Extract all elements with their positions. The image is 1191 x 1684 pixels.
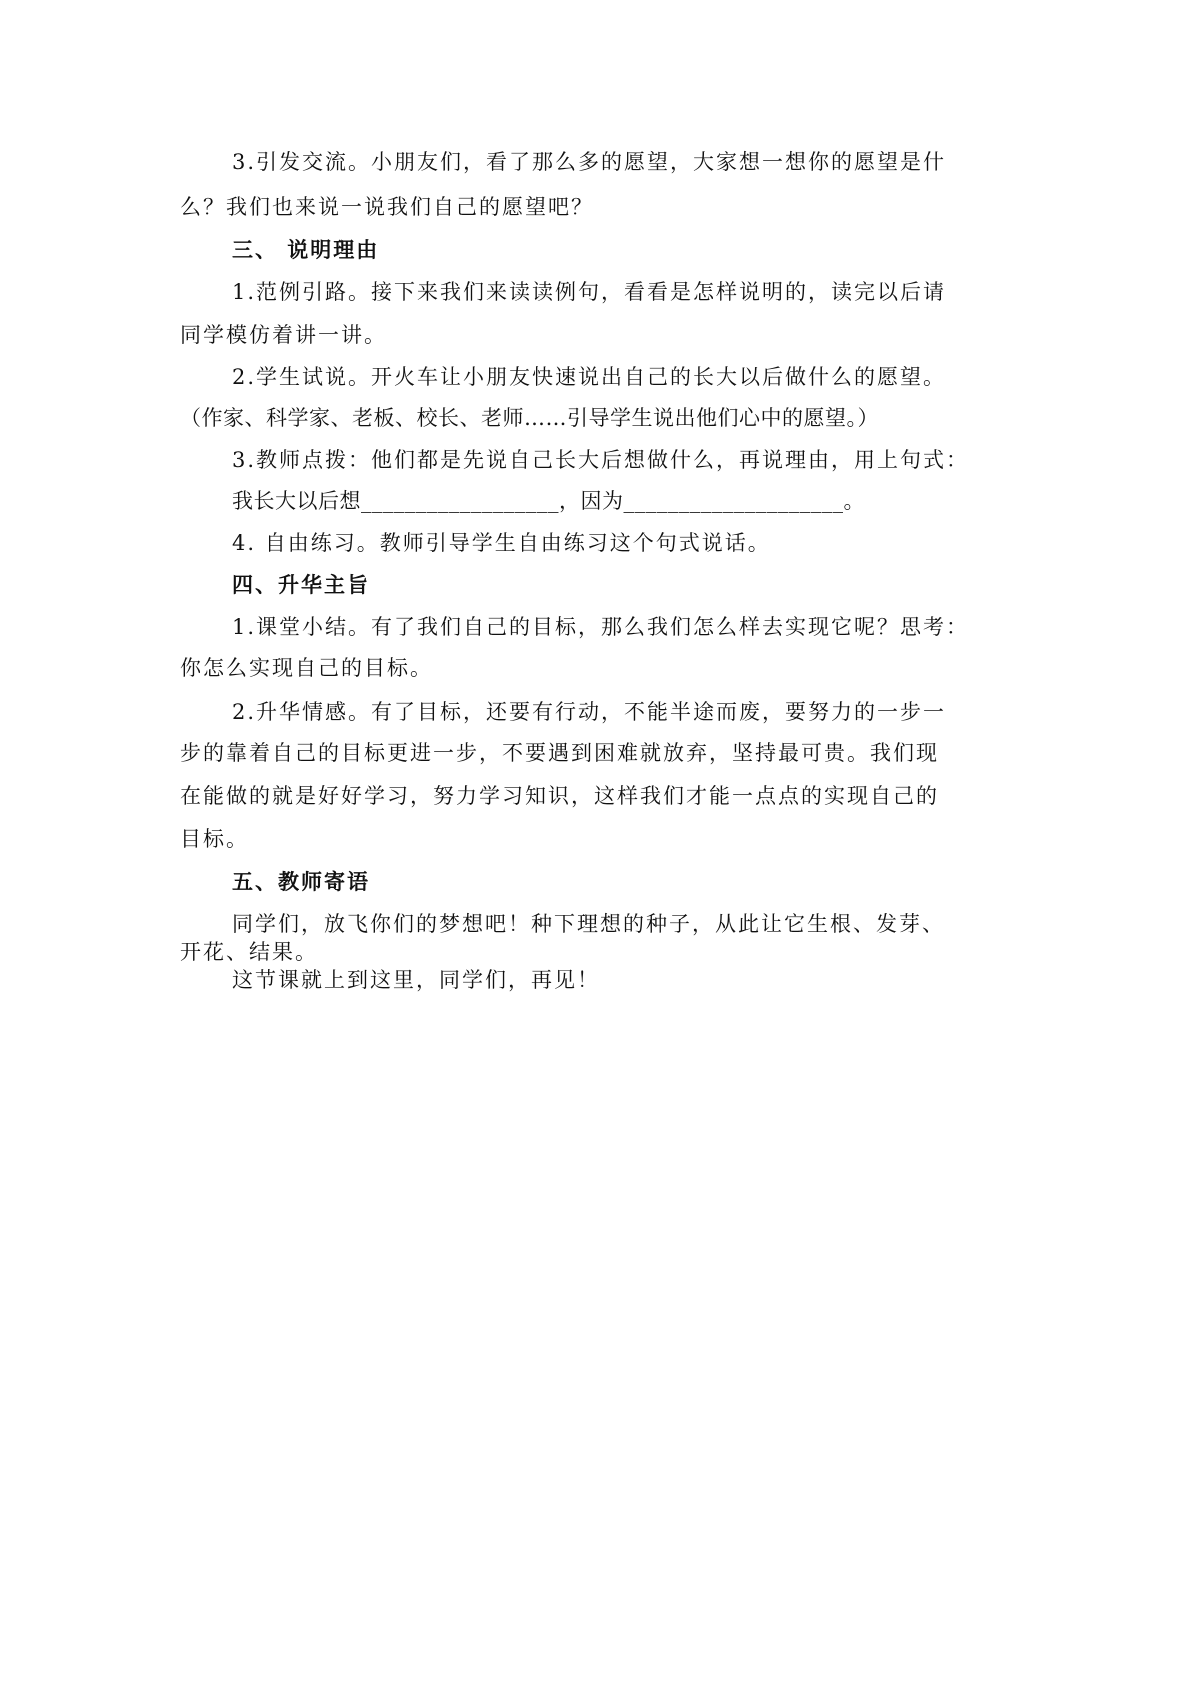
paragraph-line: 步的靠着自己的目标更进一步，不要遇到困难就放弃，坚持最可贵。我们现 bbox=[180, 741, 939, 765]
paragraph-line: 1.课堂小结。有了我们自己的目标，那么我们怎么样去实现它呢？思考： bbox=[232, 615, 970, 639]
paragraph-line: 你怎么实现自己的目标。 bbox=[180, 656, 433, 680]
paragraph-line: 2.学生试说。开火车让小朋友快速说出自己的长大以后做什么的愿望。 bbox=[232, 365, 947, 389]
fill-in-sentence: 我长大以后想__________________，因为____________________。 bbox=[232, 489, 865, 513]
section-heading: 五、教师寄语 bbox=[232, 870, 370, 894]
section-heading: 三、 说明理由 bbox=[232, 238, 380, 262]
paragraph-line: 在能做的就是好好学习，努力学习知识，这样我们才能一点点的实现自己的 bbox=[180, 784, 939, 808]
paragraph-line: 同学模仿着讲一讲。 bbox=[180, 323, 387, 347]
paragraph-line: 4. 自由练习。教师引导学生自由练习这个句式说话。 bbox=[232, 531, 771, 555]
paragraph-line: 2.升华情感。有了目标，还要有行动，不能半途而废，要努力的一步一 bbox=[232, 700, 947, 724]
paragraph-line: 1.范例引路。接下来我们来读读例句，看看是怎样说明的，读完以后请 bbox=[232, 280, 947, 304]
paragraph-line: （作家、科学家、老板、校长、老师……引导学生说出他们心中的愿望。） bbox=[180, 406, 879, 430]
paragraph-line: 么？我们也来说一说我们自己的愿望吧？ bbox=[180, 195, 594, 219]
paragraph-line: 目标。 bbox=[180, 827, 249, 851]
paragraph-line: 3.引发交流。小朋友们，看了那么多的愿望，大家想一想你的愿望是什 bbox=[232, 150, 947, 174]
paragraph-line: 同学们，放飞你们的梦想吧！种下理想的种子，从此让它生根、发芽、 bbox=[232, 912, 945, 936]
section-heading: 四、升华主旨 bbox=[232, 573, 370, 597]
paragraph-line: 开花、结果。 bbox=[180, 940, 318, 964]
paragraph-line: 3.教师点拨：他们都是先说自己长大后想做什么，再说理由，用上句式： bbox=[232, 448, 970, 472]
paragraph-line: 这节课就上到这里，同学们，再见！ bbox=[232, 968, 600, 992]
